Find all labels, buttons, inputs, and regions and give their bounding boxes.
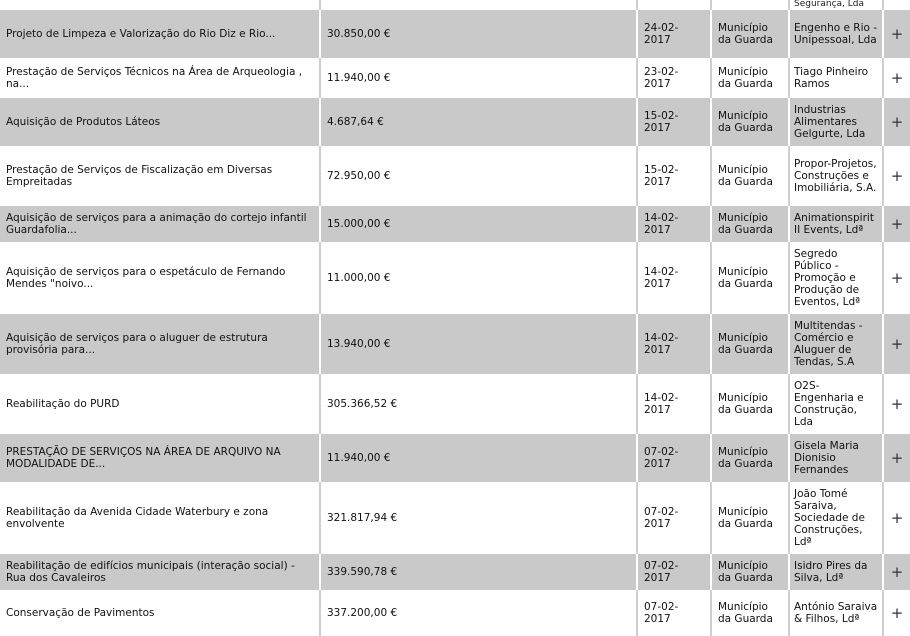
date-cell: 23-02-2017 — [637, 58, 711, 98]
entity-cell: Município da Guarda — [711, 242, 789, 314]
price-cell: 15.000,00 € — [320, 206, 637, 242]
supplier-cell: Tiago Pinheiro Ramos — [789, 58, 883, 98]
supplier-cell: Industrias Alimentares Gelgurte, Lda — [789, 98, 883, 146]
table-row — [0, 242, 910, 314]
date-cell: 07-02-2017 — [637, 590, 711, 636]
entity-cell: Município da Guarda — [711, 590, 789, 636]
entity-cell: Município da Guarda — [711, 434, 789, 482]
entity-cell: Município da Guarda — [711, 146, 789, 206]
date-cell: 15-02-2017 — [637, 146, 711, 206]
date-cell: 15-02-2017 — [637, 98, 711, 146]
expand-row-button[interactable]: + — [883, 554, 910, 590]
expand-row-button[interactable]: + — [883, 242, 910, 314]
table-row — [0, 10, 910, 58]
price-cell: 11.000,00 € — [320, 242, 637, 314]
date-cell: 14-02-2017 — [637, 206, 711, 242]
table-row-partial — [0, 0, 910, 10]
date-cell: 14-02-2017 — [637, 374, 711, 434]
description-cell: Projeto de Limpeza e Valorização do Rio Diz e Rio... — [0, 10, 320, 58]
table-row — [0, 314, 910, 374]
description-cell: Reabilitação do PURD — [0, 374, 320, 434]
price-cell: 13.940,00 € — [320, 314, 637, 374]
date-cell: 07-02-2017 — [637, 482, 711, 554]
supplier-cell: Isidro Pires da Silva, Ldª — [789, 554, 883, 590]
description-cell: Aquisição de serviços para a animação do cortejo infantil Guardafolia... — [0, 206, 320, 242]
supplier-cell: Engenho e Rio - Unipessoal, Lda — [789, 10, 883, 58]
price-cell: 321.817,94 € — [320, 482, 637, 554]
expand-row-button[interactable]: + — [883, 374, 910, 434]
table-row — [0, 206, 910, 242]
expand-row-button[interactable]: + — [883, 434, 910, 482]
description-cell: Prestação de Serviços de Fiscalização em Diversas Empreitadas — [0, 146, 320, 206]
description-cell: Prestação de Serviços Técnicos na Área de Arqueologia , na... — [0, 58, 320, 98]
supplier-cell: Animationspirit II Events, Ldª — [789, 206, 883, 242]
expand-row-button[interactable]: + — [883, 314, 910, 374]
supplier-cell: O2S-Engenharia e Construção, Lda — [789, 374, 883, 434]
expand-row-button[interactable]: + — [883, 98, 910, 146]
expand-row-button[interactable]: + — [883, 10, 910, 58]
table-row — [0, 98, 910, 146]
supplier-cell: Segurança, Lda — [789, 0, 883, 10]
price-cell: 339.590,78 € — [320, 554, 637, 590]
entity-cell: Município da Guarda — [711, 10, 789, 58]
description-cell: Reabilitação da Avenida Cidade Waterbury e zona envolvente — [0, 482, 320, 554]
table-row — [0, 374, 910, 434]
price-cell: 30.850,00 € — [320, 10, 637, 58]
supplier-cell: António Saraiva & Filhos, Ldª — [789, 590, 883, 636]
date-cell: 07-02-2017 — [637, 434, 711, 482]
description-cell: Aquisição de serviços para o aluguer de estrutura provisória para... — [0, 314, 320, 374]
expand-row-button[interactable]: + — [883, 58, 910, 98]
description-cell: Conservação de Pavimentos — [0, 590, 320, 636]
date-cell: 24-02-2017 — [637, 10, 711, 58]
table-row — [0, 554, 910, 590]
entity-cell: Município da Guarda — [711, 314, 789, 374]
description-cell: Aquisição de Produtos Láteos — [0, 98, 320, 146]
table-row — [0, 482, 910, 554]
expand-row-button[interactable]: + — [883, 206, 910, 242]
table-row — [0, 590, 910, 636]
price-cell: 11.940,00 € — [320, 58, 637, 98]
table-row — [0, 58, 910, 98]
date-cell: 07-02-2017 — [637, 554, 711, 590]
date-cell: 14-02-2017 — [637, 314, 711, 374]
price-cell: 337.200,00 € — [320, 590, 637, 636]
price-cell: 4.687,64 € — [320, 98, 637, 146]
expand-row-button[interactable]: + — [883, 590, 910, 636]
supplier-cell: João Tomé Saraiva, Sociedade de Construções, Ldª — [789, 482, 883, 554]
table-row — [0, 434, 910, 482]
entity-cell: Município da Guarda — [711, 206, 789, 242]
price-cell: 11.940,00 € — [320, 434, 637, 482]
description-cell: Reabilitação de edifícios municipais (interação social) - Rua dos Cavaleiros — [0, 554, 320, 590]
price-cell: 72.950,00 € — [320, 146, 637, 206]
entity-cell: Município da Guarda — [711, 482, 789, 554]
supplier-cell: Propor-Projetos, Construções e Imobiliária, S.A. — [789, 146, 883, 206]
description-cell: Aquisição de serviços para o espetáculo de Fernando Mendes "noivo... — [0, 242, 320, 314]
entity-cell: Município da Guarda — [711, 98, 789, 146]
price-cell: 305.366,52 € — [320, 374, 637, 434]
supplier-cell: Multitendas - Comércio e Aluguer de Tendas, S.A — [789, 314, 883, 374]
entity-cell: Município da Guarda — [711, 58, 789, 98]
table-row — [0, 146, 910, 206]
entity-cell: Município da Guarda — [711, 554, 789, 590]
expand-row-button[interactable]: + — [883, 146, 910, 206]
date-cell: 14-02-2017 — [637, 242, 711, 314]
entity-cell: Município da Guarda — [711, 374, 789, 434]
expand-row-button[interactable]: + — [883, 482, 910, 554]
supplier-cell: Segredo Público - Promoção e Produção de Eventos, Ldª — [789, 242, 883, 314]
description-cell: PRESTAÇÃO DE SERVIÇOS NA ÁREA DE ARQUIVO NA MODALIDADE DE... — [0, 434, 320, 482]
supplier-cell: Gisela Maria Dionisio Fernandes — [789, 434, 883, 482]
